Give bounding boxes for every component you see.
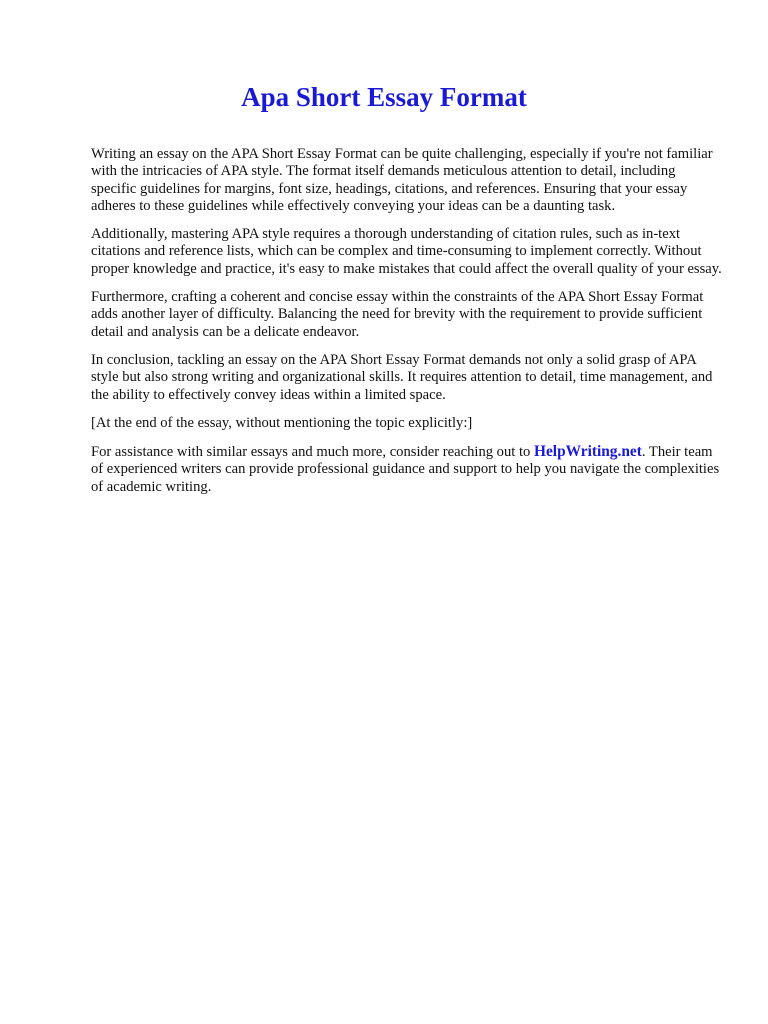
- paragraph-citations: Additionally, mastering APA style requires a thorough understanding of citation rules, such as in-text citations and reference lists, which can be complex and time-consuming to implement correctly. Without proper knowledge and practice, it's easy to make mistakes that could affect the overall quality of your essay.: [91, 226, 722, 277]
- paragraph-constraints: Furthermore, crafting a coherent and concise essay within the constraints of the APA Short Essay Format adds another layer of difficulty. Balancing the need for brevity with the requirement to provide sufficient detail and analysis can be a delicate endeavor.: [91, 289, 704, 340]
- document-title: Apa Short Essay Format: [241, 82, 527, 112]
- closing-text-after-link: . Their team of experienced writers can provide professional guidance and support to help you navigate the complexities of academic writing.: [91, 444, 720, 495]
- paragraph-closing: [91, 443, 723, 496]
- paragraph-conclusion: In conclusion, tackling an essay on the APA Short Essay Format demands not only a solid grasp of APA style but also strong writing and organizational skills. It requires attention to detail, time management, and the ability to effectively convey ideas within a limited space.: [91, 351, 713, 403]
- paragraph-intro: Writing an essay on the APA Short Essay Format can be quite challenging, especially if you're not familiar with the intricacies of APA style. The format itself demands meticulous attention to detail, including specific guidelines for margins, font size, headings, citations, and references. Ensuring that your essay adheres to these guidelines while effectively conveying your ideas can be a daunting task.: [91, 146, 713, 214]
- paragraph-note: [At the end of the essay, without mentioning the topic explicitly:]: [91, 414, 473, 431]
- closing-text-before-link: For assistance with similar essays and much more, consider reaching out to: [91, 444, 534, 461]
- helpwriting-link[interactable]: HelpWriting.net: [533, 443, 642, 461]
- essay-body: [91, 146, 723, 507]
